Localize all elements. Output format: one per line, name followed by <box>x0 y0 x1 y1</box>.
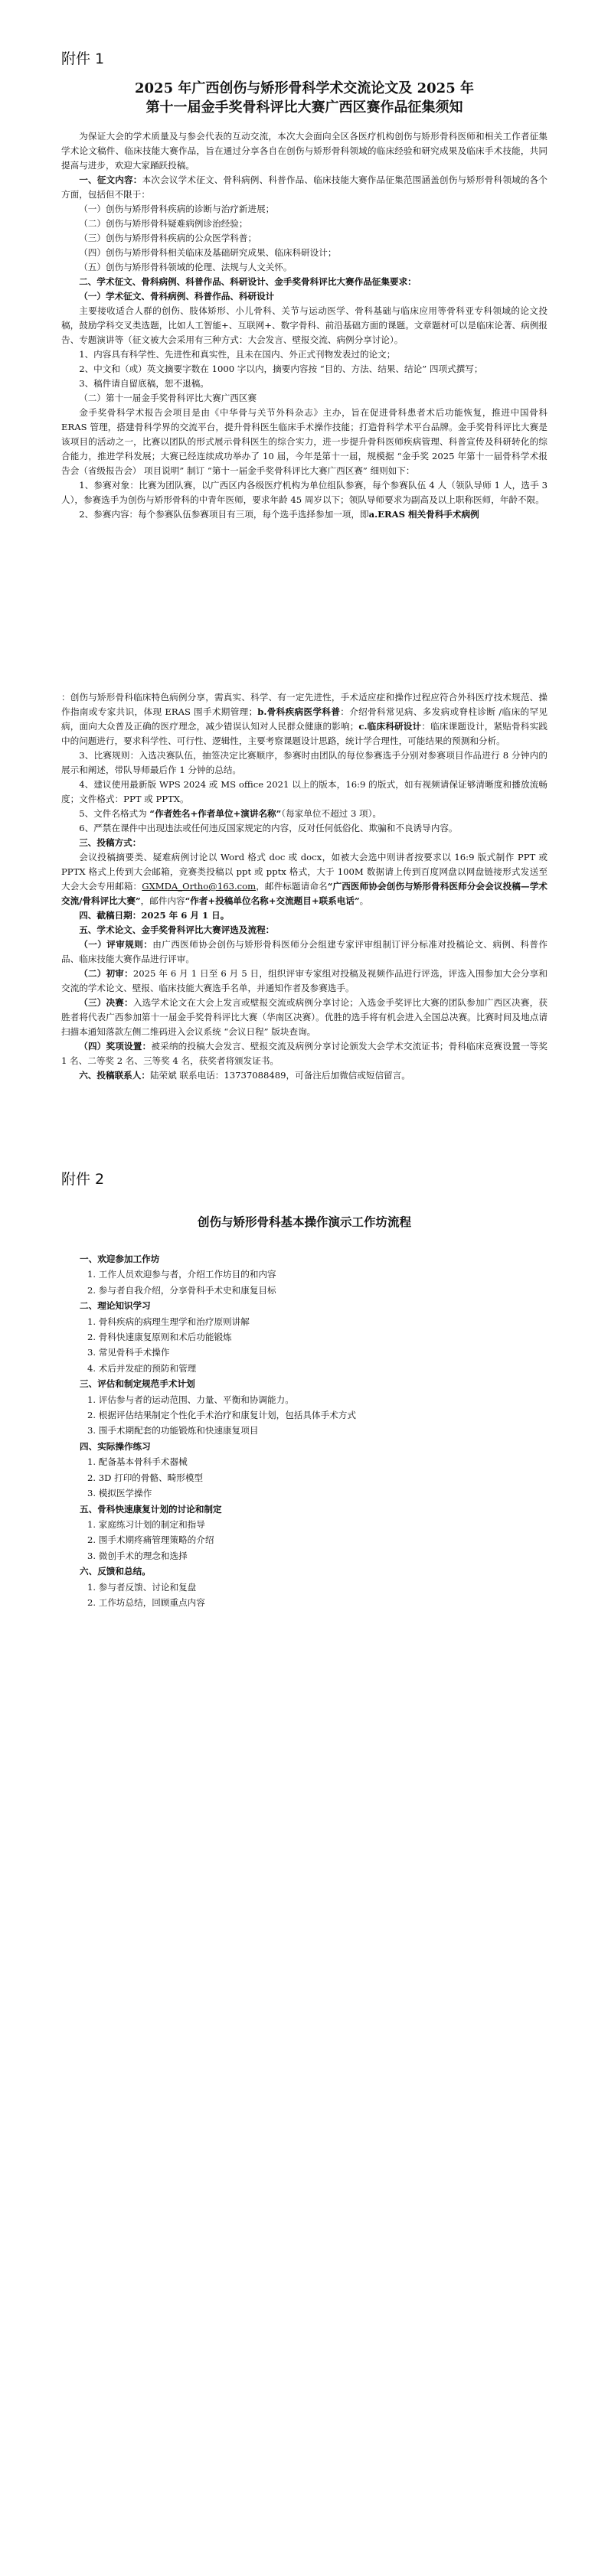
workshop-section-heading: 六、反馈和总结。 <box>80 1566 151 1577</box>
section-5-review-rules <box>61 937 548 967</box>
section-1-item: （四）创伤与矫形骨科相关临床及基础研究成果、临床科研设计； <box>79 247 337 258</box>
section-5-4-heading: （四）奖项设置： <box>79 1041 152 1052</box>
workshop-item: 2. 骨科快速康复原则和术后功能锻炼 <box>87 1332 232 1343</box>
workshop-item: 1. 家庭练习计划的制定和指导 <box>87 1518 205 1530</box>
rule-5-limit: （每家单位不超过 3 项）。 <box>281 808 381 819</box>
workshop-item: 2. 参与者自我介绍，分享骨科手术史和康复目标 <box>87 1284 276 1296</box>
section-1-text: 本次会议学术征文、骨科病例、科普作品、临床技能大赛作品征集范围涵盖创伤与矫形骨科领域的各个方面，包括但不限于： <box>61 174 548 200</box>
annex-2-content <box>61 1168 548 1610</box>
workshop-item: 4. 术后并发症的预防和管理 <box>87 1362 197 1374</box>
section-1-heading: 一、征文内容： <box>79 174 142 185</box>
section-3-part-4: 。 <box>359 895 369 906</box>
workshop-section-heading: 五、骨科快速康复计划的讨论和制定 <box>80 1503 222 1515</box>
section-6-contact <box>61 1068 548 1083</box>
section-4-deadline: 四、截稿日期：2025 年 6 月 1 日。 <box>79 910 230 921</box>
section-5-4-text: 被采纳的投稿大会发言、壁报交流及病例分享讨论颁发大会学术交流证书；骨科临床竞赛设置一等奖 1 名、二等奖 2 名、三等奖 4 名，获奖者将颁发证书。 <box>61 1041 548 1066</box>
rule-2-option-c-label: c.临床科研设计 <box>358 721 422 732</box>
rule-5-format: “作者姓名+作者单位+演讲名称” <box>149 808 282 819</box>
workshop-section-heading: 二、理论知识学习 <box>80 1300 151 1312</box>
workshop-item: 2. 根据评估结果制定个性化手术治疗和康复计划，包括具体手术方式 <box>87 1410 356 1421</box>
page-blank-space <box>61 522 548 690</box>
page-annex-1 <box>0 0 608 1125</box>
section-2-sub-2-text: 金手奖骨科学术报告会项目是由《中华骨与关节外科杂志》主办，旨在促进骨科患者术后功能恢复，推进中国骨科 ERAS 管理，搭建骨科学界的交流平台，提升骨科医生临床手术操作技能；打造骨科学术平台品牌。金手奖骨科评比大赛是该项目的活动之一，比赛以团队的形式展示骨科医生的综合实力，进一步提升骨科医师疾病管理、科普宣传及科研转化的综合能力，推进学科发展；大赛已经连续成功举办了 10 届，今年是第十一届，规模据 “金手奖 2025 年第十一届骨科学术报告会（省级报告会） 项目说明” 制订 “第十一届金手奖骨科评比大赛广西区赛” 细则如下： <box>61 407 548 476</box>
rule-6-content: 6、严禁在课件中出现违法或任何违反国家规定的内容，反对任何低俗化、欺骗和不良诱导内容。 <box>79 823 458 833</box>
workshop-item: 1. 评估参与者的运动范围、力量、平衡和协调能力。 <box>87 1394 294 1405</box>
section-5-3-text: 入选学术论文在大会上发言或壁报交流或病例分享讨论；入选金手奖评比大赛的团队参加广西区决赛，获胜者将代表广西参加第十一届金手奖骨科评比大赛（华南区决赛）。优胜的选手将有机会进入全国总决赛。比赛时间及地点请扫描本通知落款左侧二维码进入会议系统 “会议日程” 版块查询。 <box>61 997 548 1037</box>
section-2-sub-1-text: 主要接收适合人群的创伤、肢体矫形、小儿骨科、关节与运动医学、骨科基础与临床应用等骨科亚专科领域的论文投稿，鼓励学科交叉类选题，比如人工智能+、互联网+、数字骨科、前沿基础方面的课题。文章题材可以是临床论著、病例报告、专题演讲等（征文被大会采用有三种方式：大会发言、壁报交流、病例分享讨论）。 <box>61 305 548 345</box>
rule-2-option-a-text: ：创伤与矫形骨科临床特色病例分享，需真实、科学、有一定先进性，手术适应症和操作过程应符合外科医疗技术规范、操作指南或专家共识，体现 ERAS 围手术期管理； <box>61 692 548 717</box>
section-5-2-text: 2025 年 6 月 1 日至 6 月 5 日，组织评审专家组对投稿及视频作品进行评选，评选入围参加大会分享和交流的学术论文、壁报、临床技能大赛选手名单，并通知作者及参赛选手。 <box>61 968 548 993</box>
workshop-item: 3. 围手术期配套的功能锻炼和快速康复项目 <box>87 1425 259 1436</box>
email-subject-format: “广西医师协会创伤与矫形骨科医师分会会议投稿—学术交流/骨科评比大赛” <box>61 881 548 906</box>
section-5-2-heading: （二）初审： <box>79 968 133 979</box>
annex-1-label: 附件 1 <box>61 51 105 67</box>
section-2-heading: 二、学术征文、骨科病例、科普作品、科研设计、金手奖骨科评比大赛作品征集要求： <box>79 276 417 287</box>
doc-1-title <box>61 79 548 117</box>
section-2-subheading-2: （二）第十一届金手奖骨科评比大赛广西区赛 <box>79 393 257 403</box>
doc-1-title-line-1: 2025 年广西创伤与矫形骨科学术交流论文及 2025 年 <box>135 80 474 96</box>
workshop-item: 1. 配备基本骨科手术器械 <box>87 1456 188 1468</box>
intro-paragraph: 为保证大会的学术质量及与参会代表的互动交流，本次大会面向全区各医疗机构创伤与矫形骨科医师和相关工作者征集学术论文稿件、临床技能大赛作品，旨在通过分享各自在创伤与矫形骨科领域的临床经验和研究成果及临床手术技能，共同提高与进步，欢迎大家踊跃投稿。 <box>61 131 548 171</box>
workshop-item: 1. 工作人员欢迎参与者，介绍工作坊目的和内容 <box>87 1269 276 1280</box>
section-5-awards <box>61 1039 548 1068</box>
section-3-part-3: ，邮件内容 <box>140 895 185 906</box>
email-content-format: “作者+投稿单位名称+交流题目+联系电话” <box>185 895 360 906</box>
section-2-list-item: 3、稿件请自留底稿，恕不退稿。 <box>79 378 209 389</box>
rule-2-option-c-text: ：临床课题设计，紧贴骨科实践中的问题进行，要求科学性、可行性、逻辑性，主要考察课题设计思路，统计学合理性，可能结果的预测和分析。 <box>61 721 548 746</box>
rule-1-participants: 1、参赛对象：比赛为团队赛，以广西区内各级医疗机构为单位组队参赛，每个参赛队伍 4 人（领队导师 1 人，选手 3 人），参赛选手为创伤与矫形骨科的中青年医师，要求年龄 45 周岁以下；领队导师要求为副高及以上职称医师，年龄不限。 <box>61 480 548 505</box>
doc-2-title: 创伤与矫形骨科基本操作演示工作坊流程 <box>197 1215 411 1229</box>
workshop-item: 2. 工作坊总结，回顾重点内容 <box>87 1596 205 1608</box>
rule-2-content-cont <box>61 690 548 748</box>
section-1-paragraph <box>61 173 548 202</box>
rule-5-filename <box>61 807 548 821</box>
section-5-1-heading: （一）评审规则： <box>79 939 153 950</box>
workshop-item: 2. 围手术期疼痛管理策略的介绍 <box>87 1534 214 1546</box>
workshop-item: 1. 参与者反馈、讨论和复盘 <box>87 1581 197 1593</box>
rule-2-option-a-label: a.ERAS 相关骨科手术病例 <box>368 509 479 520</box>
workshop-item: 1. 骨科疾病的病理生理学和治疗原则讲解 <box>87 1316 250 1327</box>
section-1-item: （二）创伤与矫形骨科疑难病例诊治经验； <box>79 218 248 229</box>
doc-1-title-line-2: 第十一届金手奖骨科评比大赛广西区赛作品征集须知 <box>145 99 463 116</box>
section-3-text <box>61 850 548 908</box>
section-1-item: （三）创伤与矫形骨科疾病的公众医学科普； <box>79 233 257 243</box>
section-2-list-item: 1、内容具有科学性、先进性和真实性，且未在国内、外正式刊物发表过的论文； <box>79 349 396 360</box>
rule-2-option-b-label: b.骨科疾病医学科普 <box>257 706 341 717</box>
section-6-heading: 六、投稿联系人： <box>79 1070 150 1081</box>
section-3-heading: 三、投稿方式： <box>79 837 142 848</box>
rule-2-text: 2、参赛内容：每个参赛队伍参赛项目有三项，每个选手选择参加一项，即 <box>79 509 369 520</box>
rule-3-competition: 3、比赛规则：入选决赛队伍，抽签决定比赛顺序，参赛时由团队的每位参赛选手分别对参赛项目作品进行 8 分钟内的展示和阐述，带队导师最后作 1 分钟的总结。 <box>61 750 548 775</box>
section-2-subheading-1: （一）学术征文、骨科病例、科普作品、科研设计 <box>79 291 275 302</box>
workshop-item: 3. 常见骨科手术操作 <box>87 1347 170 1358</box>
section-3-part-1: 会议投稿摘要类、疑难病例讨论以 Word 格式 doc 或 docx，如被大会选中则讲者按要求以 16:9 版式制作 PPT 或 PPTX 格式上传到大会邮箱，竞赛类投稿以 ppt 或 pptx 格式，大于 100M 数据请上传到百度网盘以网盘链接形式发送至大会大会专用邮箱： <box>61 852 548 892</box>
section-5-preliminary <box>61 967 548 996</box>
workshop-section-heading: 一、欢迎参加工作坊 <box>80 1254 160 1264</box>
section-1-item: （五）创伤与矫形骨科领域的伦理、法规与人文关怀。 <box>79 262 293 272</box>
rule-5-text: 5、文件名格式为 <box>79 808 150 819</box>
section-1-item: （一）创伤与矫形骨科疾病的诊断与治疗新进展； <box>79 204 275 214</box>
section-2-list-item: 2、中文和（或）英文摘要字数在 1000 字以内，摘要内容按 “目的、方法、结果、结论” 四项式撰写； <box>79 364 483 374</box>
rule-2-option-b-text: ：介绍骨科常见病、多发病或脊柱诊断 /临床的罕见病，面向大众普及正确的医疗理念，减少错误认知对人民群众健康的影响； <box>61 706 548 732</box>
workshop-item: 3. 模拟医学操作 <box>87 1488 152 1499</box>
workshop-item: 2. 3D 打印的骨骼、畸形模型 <box>87 1472 204 1483</box>
section-3-part-2: ，邮件标题请命名 <box>256 881 328 892</box>
rule-2-content-start <box>61 507 548 522</box>
section-5-heading: 五、学术论文、金手奖骨科评比大赛评选及流程： <box>79 924 275 935</box>
annex-2-label: 附件 2 <box>61 1171 105 1188</box>
page-annex-2 <box>0 1125 608 2576</box>
section-6-text: 陆荣斌 联系电话：13737088489，可备注后加微信或短信留言。 <box>149 1070 410 1081</box>
section-5-final <box>61 996 548 1039</box>
section-5-1-text: 由广西医师协会创伤与矫形骨科医师分会组建专家评审组制订评分标准对投稿论文、病例、科普作品、临床技能大赛作品进行评审。 <box>61 939 548 964</box>
section-5-3-heading: （三）决赛： <box>79 997 133 1008</box>
workshop-section-heading: 四、实际操作练习 <box>80 1440 151 1452</box>
workshop-item: 3. 微创手术的理念和选择 <box>87 1550 188 1561</box>
rule-4-format: 4、建议使用最新版 WPS 2024 或 MS office 2021 以上的版本，16:9 的版式，如有视频请保证够清晰度和播放流畅度；文件格式：PPT 或 PPTX。 <box>61 779 548 804</box>
annex-1-content <box>61 47 548 1083</box>
workshop-section-heading: 三、评估和制定规范手术计划 <box>80 1378 195 1390</box>
contact-email-link[interactable]: GXMDA_Ortho@163.com <box>142 881 257 892</box>
